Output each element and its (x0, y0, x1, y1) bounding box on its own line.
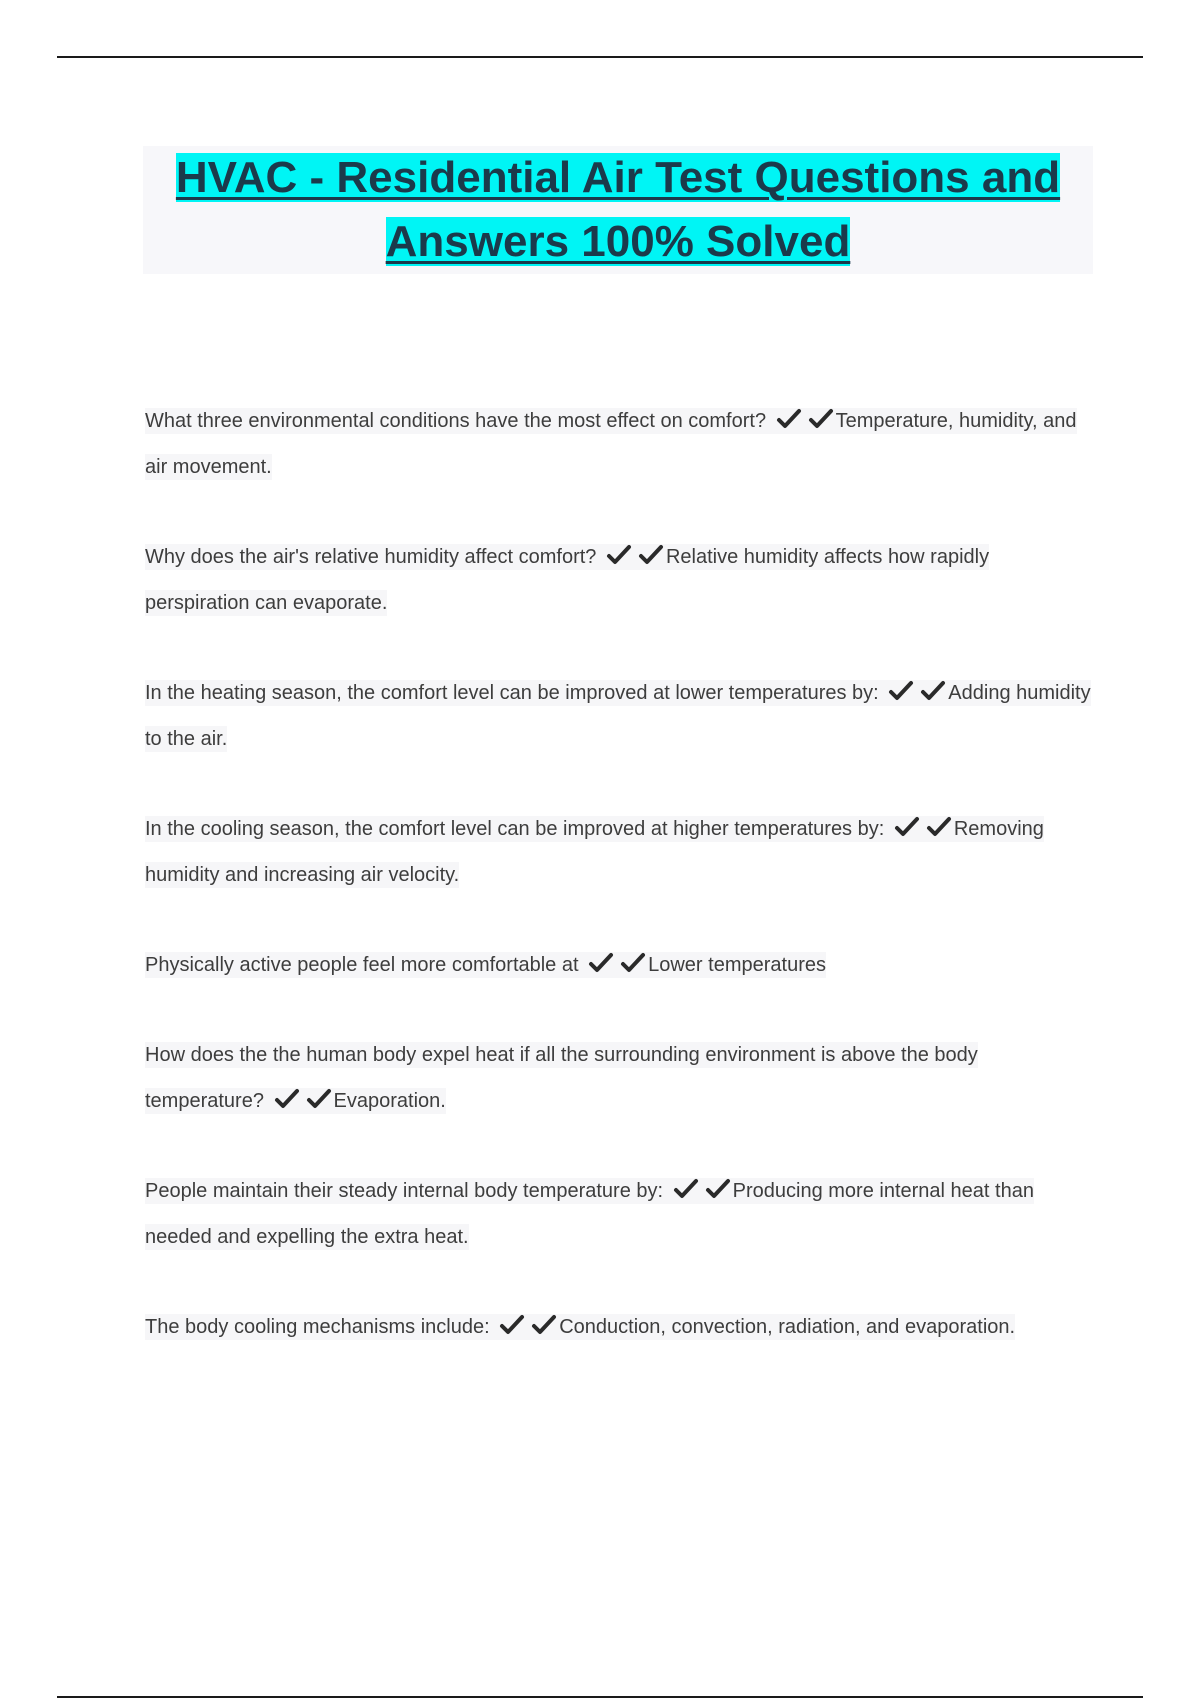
answer-text: Conduction, convection, radiation, and evaporation. (559, 1316, 1016, 1338)
check-icon (588, 952, 614, 974)
answer-text: Adding humidity to the air. (145, 682, 1091, 750)
check-icon (926, 816, 952, 838)
question-text: The body cooling mechanisms include: (145, 1316, 490, 1338)
check-icon (894, 816, 920, 838)
qa-item (145, 1168, 1095, 1260)
qa-list (145, 398, 1095, 1394)
check-icon (888, 680, 914, 702)
check-icon (920, 680, 946, 702)
qa-item (145, 534, 1095, 626)
question-text: What three environmental conditions have the most effect on comfort? (145, 410, 767, 432)
qa-item (145, 398, 1095, 490)
qa-item (145, 806, 1095, 898)
question-text: In the cooling season, the comfort level can be improved at higher temperatures by: (145, 818, 885, 840)
answer-text: Producing more internal heat than needed and expelling the extra heat. (145, 1180, 1034, 1248)
check-icon (673, 1178, 699, 1200)
check-icon (808, 408, 834, 430)
top-rule (57, 56, 1143, 58)
document-title-line-2: Answers 100% Solved (385, 217, 851, 266)
answer-text: Relative humidity affects how rapidly perspiration can evaporate. (145, 546, 990, 614)
answer-text: Evaporation. (333, 1090, 446, 1112)
check-icon (620, 952, 646, 974)
question-text: People maintain their steady internal body temperature by: (145, 1180, 664, 1202)
answer-text: Lower temperatures (648, 954, 826, 976)
bottom-rule (57, 1696, 1143, 1698)
check-icon (705, 1178, 731, 1200)
check-icon (499, 1314, 525, 1336)
check-icon (776, 408, 802, 430)
question-text: In the heating season, the comfort level can be improved at lower temperatures by: (145, 682, 879, 704)
check-icon (638, 544, 664, 566)
check-icon (274, 1088, 300, 1110)
question-text: How does the the human body expel heat if all the surrounding environment is above the body temperature? (145, 1044, 978, 1112)
document-title-line-1: HVAC - Residential Air Test Questions and (175, 153, 1061, 202)
qa-item (145, 670, 1095, 762)
answer-text: Removing humidity and increasing air velocity. (145, 818, 1044, 886)
title-block (143, 146, 1093, 274)
check-icon (531, 1314, 557, 1336)
answer-text: Temperature, humidity, and air movement. (145, 410, 1077, 478)
check-icon (606, 544, 632, 566)
question-text: Why does the air's relative humidity affect comfort? (145, 546, 597, 568)
qa-item (145, 942, 1095, 988)
check-icon (306, 1088, 332, 1110)
qa-item (145, 1304, 1095, 1350)
qa-item (145, 1032, 1095, 1124)
question-text: Physically active people feel more comfortable at (145, 954, 579, 976)
